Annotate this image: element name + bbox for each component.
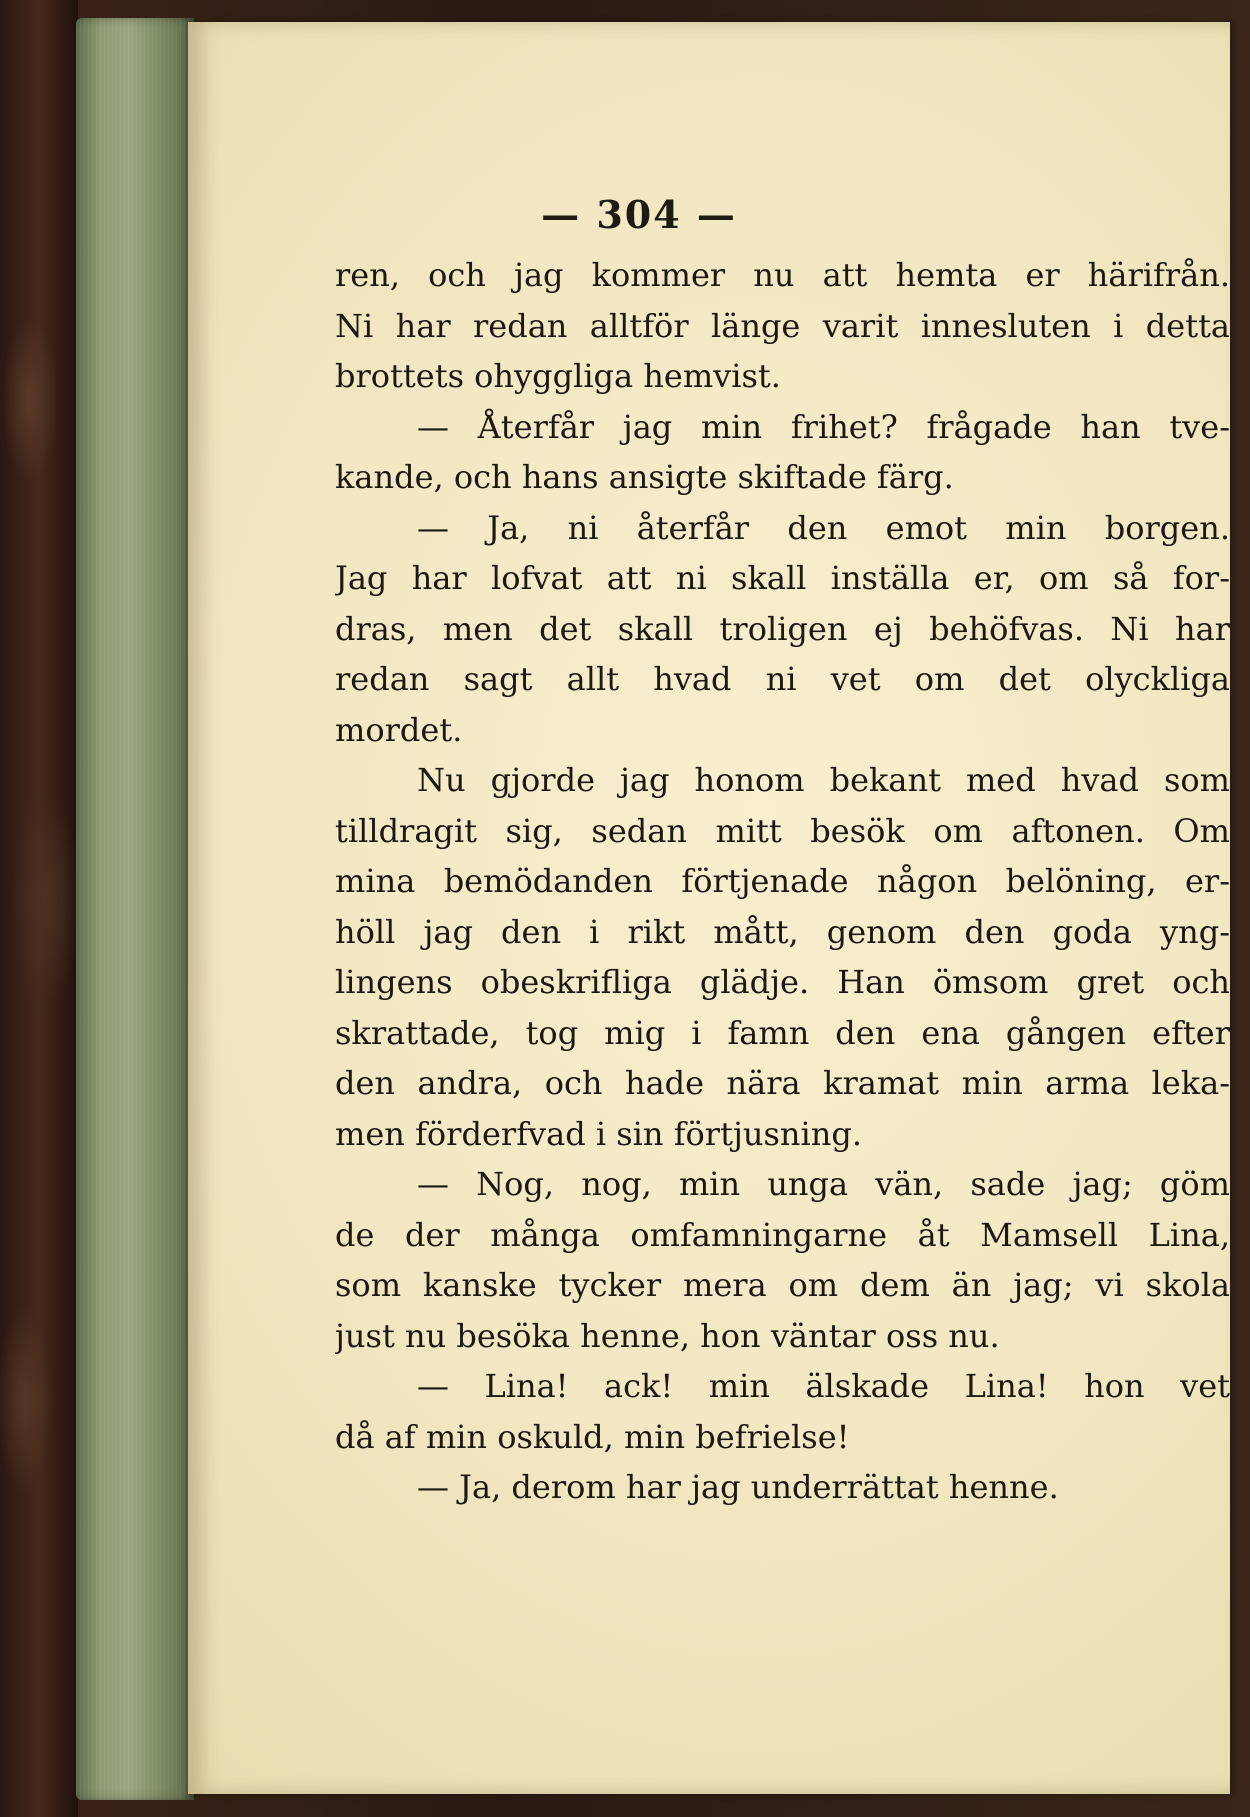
text-line: de der många omfamningarne åt Mamsell Lina, <box>335 1215 1230 1254</box>
text-line: kande, och hans ansigte skiftade färg. <box>335 458 954 496</box>
text-line: som kanske tycker mera om dem än jag; vi skola <box>335 1266 1230 1304</box>
text-line: just nu besöka henne, hon väntar oss nu. <box>335 1316 1000 1355</box>
text-line: Ni har redan alltför länge varit innesluten i detta <box>335 306 1230 345</box>
text-line: tilldragit sig, sedan mitt besök om aftonen. Om <box>335 811 1230 850</box>
text-line: — Ja, derom har jag underrättat henne. <box>417 1468 1059 1506</box>
body-text <box>335 250 1230 1513</box>
text-line: Nu gjorde jag honom bekant med hvad som <box>417 761 1230 799</box>
page-edges <box>76 18 194 1800</box>
text-line: lingens obeskrifliga glädje. Han ömsom gret och <box>335 963 1230 1001</box>
text-line: mordet. <box>335 710 463 749</box>
text-line: skrattade, tog mig i famn den ena gången efter <box>335 1013 1230 1052</box>
text-line: men förderfvad i sin förtjusning. <box>335 1114 863 1153</box>
text-line: dras, men det skall troligen ej behöfvas. Ni har <box>335 609 1230 648</box>
text-line: mina bemödanden förtjenade någon belöning, er- <box>335 862 1230 900</box>
text-line: redan sagt allt hvad ni vet om det olyckliga <box>335 660 1230 698</box>
page-number: — 304 — <box>541 192 737 237</box>
text-line: då af min oskuld, min befrielse! <box>335 1417 850 1456</box>
text-line: — Nog, nog, min unga vän, sade jag; göm <box>417 1165 1230 1203</box>
text-line: — Lina! ack! min älskade Lina! hon vet <box>417 1367 1230 1405</box>
text-line: — Ja, ni återfår den emot min borgen. <box>417 508 1230 547</box>
book-cover-board <box>0 0 78 1817</box>
text-line: den andra, och hade nära kramat min arma leka- <box>335 1064 1230 1102</box>
text-line: brottets ohyggliga hemvist. <box>335 357 781 395</box>
text-line: — Återfår jag min frihet? frågade han tve- <box>417 407 1230 446</box>
text-line: höll jag den i rikt mått, genom den goda yng- <box>335 912 1230 951</box>
text-line: Jag har lofvat att ni skall inställa er, om så for- <box>335 559 1230 597</box>
text-line: ren, och jag kommer nu att hemta er härifrån. <box>335 256 1230 294</box>
